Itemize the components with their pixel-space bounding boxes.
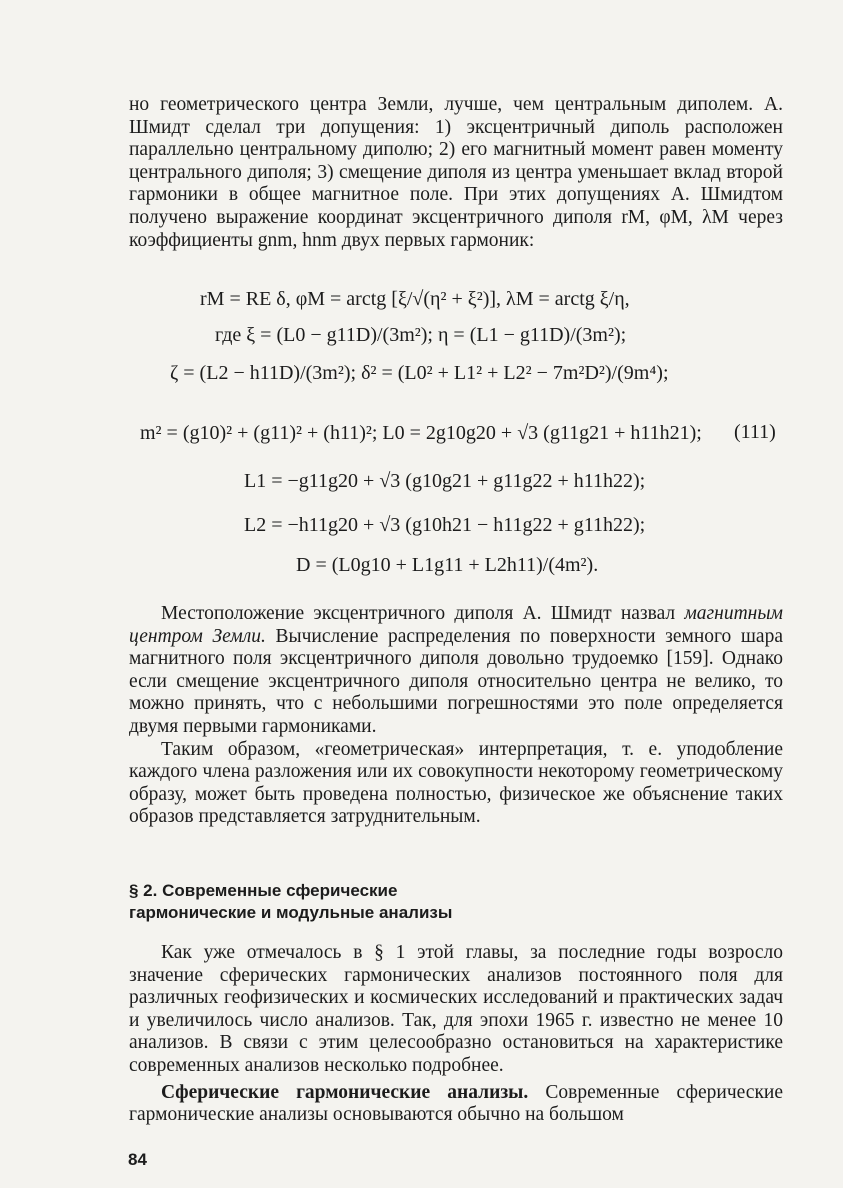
paragraph2-start: Местоположение эксцентричного диполя А. Шмидт назвал bbox=[161, 603, 685, 624]
formula-line-4: m² = (g10)² + (g11)² + (h11)²; L0 = 2g10g20 + √3 (g11g21 + h11h21); bbox=[140, 422, 702, 444]
formula-line-7: D = (L0g10 + L1g11 + L2h11)/(4m²). bbox=[296, 554, 599, 576]
paragraph-magnetic-center bbox=[129, 603, 783, 829]
paragraph5-bold-title: Сферические гармонические анализы. bbox=[161, 1081, 529, 1103]
page-number: 84 bbox=[128, 1150, 147, 1169]
intro-paragraph bbox=[129, 94, 783, 252]
formula-line-2: где ξ = (L0 − g11D)/(3m²); η = (L1 − g11D)/(3m²); bbox=[215, 324, 627, 346]
magnetic-center-term: магнитным центром Земли. bbox=[129, 603, 783, 647]
equation-number: (111) bbox=[734, 421, 776, 443]
paragraph-modern-analyses bbox=[129, 942, 783, 1127]
section-heading-line-2: гармонические и модульные анализы bbox=[129, 903, 453, 922]
formula-line-6: L2 = −h11g20 + √3 (g10h21 − h11g22 + g11h22); bbox=[244, 514, 646, 536]
section-heading bbox=[129, 880, 629, 924]
paragraph-interpretation: Таким образом, «геометрическая» интерпретация, т. е. уподобление каждого члена разложения или их совокупности некоторому геометрическому образу, может быть проведена полностью, физическое же объяснение таких образов представляется затруднительным. bbox=[129, 738, 783, 828]
section-heading-line-1: § 2. Современные сферические bbox=[129, 881, 398, 900]
formula-line-1: rM = RE δ, φM = arctg [ξ/√(η² + ξ²)], λM = arctg ξ/η, bbox=[200, 288, 630, 310]
paragraph2-end: Вычисление распределения по поверхности земного шара магнитного поля эксцентричного диполя довольно трудоемко [159]. Однако если смещение эксцентричного диполя относительно центра не велико, то можно принять, что с небольшими погрешностями это поле определяется двумя первыми гармониками. bbox=[129, 625, 783, 737]
intro-text: но геометрического центра Земли, лучше, чем центральным диполем. А. Шмидт сделал три допущения: 1) эксцентричный диполь расположен параллельно центральному диполю; 2) его магнитный момент равен моменту центрального диполя; 3) смещение диполя из центра уменьшает вклад второй гармоники в общее магнитное поле. При этих допущениях А. Шмидтом получено выражение координат эксцентричного диполя rM, φM, λM через коэффициенты gnm, hnm двух первых гармоник: bbox=[129, 94, 783, 251]
paragraph5-rest: Современные сферические гармонические анализы основываются обычно на большом bbox=[129, 1081, 784, 1126]
formula-line-5: L1 = −g11g20 + √3 (g10g21 + g11g22 + h11h22); bbox=[244, 470, 646, 492]
paragraph-analyses-text: Как уже отмечалось в § 1 этой главы, за последние годы возросло значение сферических гармонических анализов постоянного поля для различных геофизических и космических исследований и практических задач и увеличилось число анализов. Так, для эпохи 1965 г. известно не менее 10 анализов. В связи с этим целесообразно остановиться на характеристике современных анализов несколько подробнее. bbox=[129, 942, 783, 1076]
formula-line-3: ζ = (L2 − h11D)/(3m²); δ² = (L0² + L1² + L2² − 7m²D²)/(9m⁴); bbox=[170, 362, 669, 384]
